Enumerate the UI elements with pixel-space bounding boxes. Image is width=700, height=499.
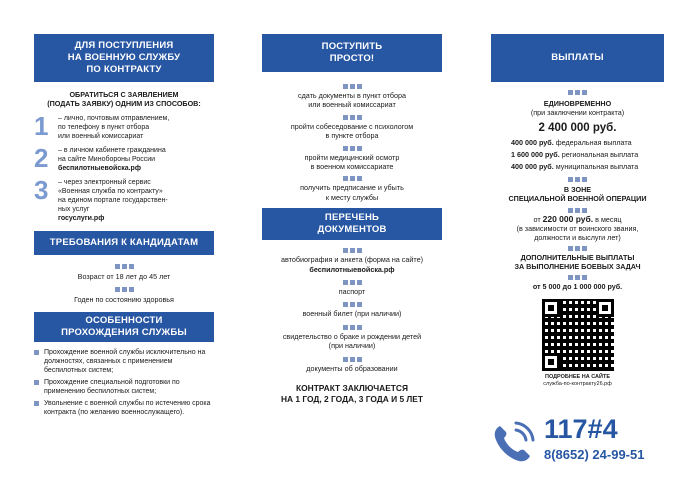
bullet-square-icon <box>34 350 39 355</box>
squares-icon <box>491 246 664 251</box>
process-step: пройти собеседование с психологом в пункте отбора <box>290 121 414 141</box>
phone-icon <box>490 420 536 466</box>
feature-item: Увольнение с военной службы по истечению срока контракта (по желанию военнослужащего). <box>34 399 214 417</box>
squares-icon <box>262 146 442 151</box>
squares-icon <box>262 115 442 120</box>
zone-title: В ЗОНЕ СПЕЦИАЛЬНОЙ ВОЕННОЙ ОПЕРАЦИИ <box>508 184 647 204</box>
website-link[interactable]: беспилотныевойска.рф <box>309 264 395 274</box>
process-step: сдать документы в пункт отбора или военный комиссариат <box>298 91 406 110</box>
apply-step-1 <box>34 110 214 141</box>
squares-icon <box>262 248 442 253</box>
header-easy: ПОСТУПИТЬ ПРОСТО! <box>262 34 442 72</box>
qr-code-icon[interactable] <box>542 299 614 371</box>
apply-title: ОБРАТИТЬСЯ С ЗАЯВЛЕНИЕМ (ПОДАТЬ ЗАЯВКУ) ОДНИМ ИЗ СПОСОБОВ: <box>47 90 201 109</box>
squares-icon <box>491 275 664 280</box>
header-requirements: ТРЕБОВАНИЯ К КАНДИДАТАМ <box>34 231 214 255</box>
squares-icon <box>34 264 214 269</box>
payment-row: 400 000 руб. муниципальная выплата <box>511 161 639 171</box>
column-payments <box>491 34 664 388</box>
squares-icon <box>491 90 664 95</box>
squares-icon <box>491 208 664 213</box>
bullet-square-icon <box>34 401 39 406</box>
step-text: – в личном кабинете гражданина на сайте Минобороны России <box>58 146 166 163</box>
apply-step-2 <box>34 142 214 173</box>
column-process <box>262 34 442 405</box>
monthly-payment: от 220 000 руб. в месяц <box>533 213 622 224</box>
website-link[interactable]: беспилотныевойска.рф <box>58 164 141 172</box>
step-text: – лично, почтовым отправлением, по телефону в пункт отбора или военный комиссариат <box>58 114 170 140</box>
requirement-age: Возраст от 18 лет до 45 лет <box>77 271 171 281</box>
process-step: получить предписание и убыть к месту службы <box>300 183 404 202</box>
step-number: 1 <box>34 110 49 141</box>
squares-icon <box>262 357 442 362</box>
feature-item: Прохождение специальной подготовки по применению беспилотных систем; <box>34 378 214 396</box>
contract-terms: КОНТРАКТ ЗАКЛЮЧАЕТСЯ НА 1 ГОД, 2 ГОДА, 3 ГОДА И 5 ЛЕТ <box>280 383 424 405</box>
process-step: пройти медицинский осмотр в военном комиссариате <box>304 152 400 172</box>
document-item: военный билет (при наличии) <box>302 309 402 319</box>
gosuslugi-link[interactable]: госуслуги.рф <box>58 214 105 222</box>
once-title: ЕДИНОВРЕМЕННО <box>543 99 612 108</box>
header-documents: ПЕРЕЧЕНЬ ДОКУМЕНТОВ <box>262 208 442 240</box>
column-recruitment <box>34 34 214 417</box>
document-item: автобиография и анкета (форма на сайте) <box>280 255 423 265</box>
feature-item: Прохождение военной службы исключительно на должностях, связанных с применением беспилотных систем; <box>34 348 214 375</box>
squares-icon <box>262 325 442 330</box>
extra-title: ДОПОЛНИТЕЛЬНЫЕ ВЫПЛАТЫ ЗА ВЫПОЛНЕНИЕ БОЕВЫХ ЗАДАЧ <box>514 252 641 272</box>
step-number: 2 <box>34 142 49 173</box>
squares-icon <box>34 287 214 292</box>
squares-icon <box>262 176 442 181</box>
document-item: документы об образовании <box>306 363 398 373</box>
apply-step-3 <box>34 174 214 223</box>
header-payments: ВЫПЛАТЫ <box>491 34 664 82</box>
short-phone-number[interactable]: 117#4 <box>544 414 618 444</box>
monthly-note: (в зависимости от воинского звания, должности и выслуги лет) <box>516 224 639 243</box>
payment-row: 400 000 руб. федеральная выплата <box>511 137 632 147</box>
qr-url[interactable]: служба-по-контракту26.рф <box>543 381 612 388</box>
header-features: ОСОБЕННОСТИ ПРОХОЖДЕНИЯ СЛУЖБЫ <box>34 312 214 342</box>
payment-row: 1 600 000 руб. региональная выплата <box>511 149 639 159</box>
phone-number[interactable]: 8(8652) 24-99-51 <box>544 447 645 462</box>
squares-icon <box>491 177 664 182</box>
once-note: (при заключении контракта) <box>530 108 625 118</box>
squares-icon <box>262 84 442 89</box>
requirement-health: Годен по состоянию здоровья <box>74 295 174 305</box>
document-item: свидетельство о браке и рождении детей (при наличии) <box>282 331 422 351</box>
document-item: паспорт <box>338 287 366 297</box>
phone-block <box>490 414 670 474</box>
squares-icon <box>262 280 442 285</box>
bullet-square-icon <box>34 380 39 385</box>
header-recruitment: ДЛЯ ПОСТУПЛЕНИЯ НА ВОЕННУЮ СЛУЖБУ ПО КОНТРАКТУ <box>34 34 214 82</box>
squares-icon <box>262 302 442 307</box>
qr-caption: ПОДРОБНЕЕ НА САЙТЕ <box>544 374 610 381</box>
extra-amount: от 5 000 до 1 000 000 руб. <box>532 281 623 291</box>
total-payment: 2 400 000 руб. <box>538 121 617 134</box>
step-text: – через электронный сервис «Военная служба по контракту» на едином портале государствен- ных услуг <box>58 178 168 213</box>
step-number: 3 <box>34 174 49 205</box>
